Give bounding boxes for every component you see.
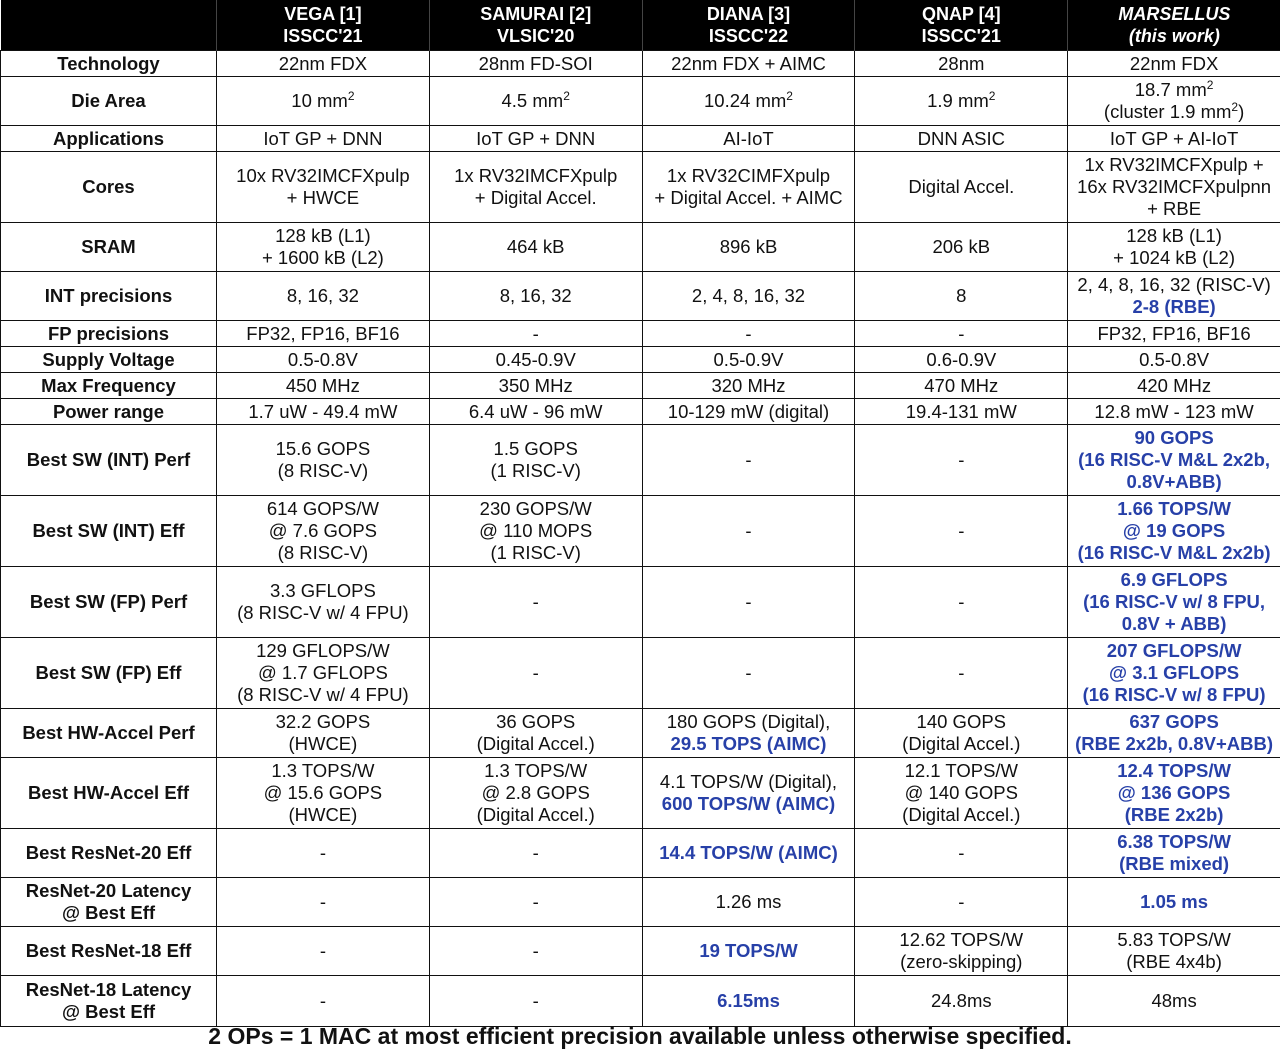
row-die-area	[1, 77, 1280, 126]
cell-diana: 2, 4, 8, 16, 32	[642, 272, 855, 321]
row-int-precisions	[1, 272, 1280, 321]
cell-qnap: -	[855, 638, 1068, 709]
cell-qnap: Digital Accel.	[855, 152, 1068, 223]
cell-marsellus: 12.8 mW - 123 mW	[1068, 399, 1280, 425]
cell-diana: 320 MHz	[642, 373, 855, 399]
row-cores	[1, 152, 1280, 223]
cell-diana: 14.4 TOPS/W (AIMC)	[642, 829, 855, 878]
row-label: Supply Voltage	[1, 347, 217, 373]
cell-marsellus: 1.66 TOPS/W @ 19 GOPS (16 RISC-V M&L 2x2b)	[1068, 496, 1280, 567]
cell-vega: 128 kB (L1) + 1600 kB (L2)	[217, 223, 430, 272]
row-label: Best SW (FP) Perf	[1, 567, 217, 638]
cell-vega: 614 GOPS/W @ 7.6 GOPS (8 RISC-V)	[217, 496, 430, 567]
cell-marsellus: 637 GOPS (RBE 2x2b, 0.8V+ABB)	[1068, 709, 1280, 758]
cell-samurai: 36 GOPS (Digital Accel.)	[429, 709, 642, 758]
cell-diana: 22nm FDX + AIMC	[642, 51, 855, 77]
row-label: FP precisions	[1, 321, 217, 347]
row-best-sw-fp-eff	[1, 638, 1280, 709]
cell-vega: 1.7 uW - 49.4 mW	[217, 399, 430, 425]
cell-vega: IoT GP + DNN	[217, 126, 430, 152]
cell-samurai: 1.5 GOPS (1 RISC-V)	[429, 425, 642, 496]
cell-vega: 32.2 GOPS (HWCE)	[217, 709, 430, 758]
cell-vega: -	[217, 976, 430, 1027]
cell-diana: -	[642, 321, 855, 347]
cell-qnap: -	[855, 496, 1068, 567]
cell-marsellus: 0.5-0.8V	[1068, 347, 1280, 373]
cell-marsellus: 128 kB (L1) + 1024 kB (L2)	[1068, 223, 1280, 272]
cell-marsellus: 48ms	[1068, 976, 1280, 1027]
row-label: Best HW-Accel Perf	[1, 709, 217, 758]
cell-qnap: 12.1 TOPS/W @ 140 GOPS (Digital Accel.)	[855, 758, 1068, 829]
cell-qnap: 28nm	[855, 51, 1068, 77]
cell-diana: -	[642, 567, 855, 638]
cell-diana: -	[642, 638, 855, 709]
cell-diana: 180 GOPS (Digital), 29.5 TOPS (AIMC)	[642, 709, 855, 758]
row-label: Best HW-Accel Eff	[1, 758, 217, 829]
row-label: Best ResNet-20 Eff	[1, 829, 217, 878]
row-best-hw-eff	[1, 758, 1280, 829]
cell-vega: -	[217, 829, 430, 878]
row-label: Die Area	[1, 77, 217, 126]
cell-qnap: 12.62 TOPS/W (zero-skipping)	[855, 927, 1068, 976]
cell-samurai: 6.4 uW - 96 mW	[429, 399, 642, 425]
cell-samurai: 4.5 $mm^2$	[429, 77, 642, 126]
cell-vega: 10x RV32IMCFXpulp + HWCE	[217, 152, 430, 223]
cell-qnap: 470 MHz	[855, 373, 1068, 399]
row-label: ResNet-18 Latency @ Best Eff	[1, 976, 217, 1027]
cell-samurai: 0.45-0.9V	[429, 347, 642, 373]
row-applications	[1, 126, 1280, 152]
row-supply-voltage	[1, 347, 1280, 373]
cell-qnap: -	[855, 878, 1068, 927]
cell-marsellus: 2, 4, 8, 16, 32 (RISC-V) 2-8 (RBE)	[1068, 272, 1280, 321]
cell-samurai: 464 kB	[429, 223, 642, 272]
footnote: 2 OPs = 1 MAC at most efficient precision available unless otherwise specified.	[208, 1023, 1072, 1049]
row-label: Applications	[1, 126, 217, 152]
cell-qnap: -	[855, 829, 1068, 878]
cell-qnap: -	[855, 321, 1068, 347]
row-sram	[1, 223, 1280, 272]
cell-vega: 22nm FDX	[217, 51, 430, 77]
cell-diana: 19 TOPS/W	[642, 927, 855, 976]
row-fp-precisions	[1, 321, 1280, 347]
cell-samurai: 1.3 TOPS/W @ 2.8 GOPS (Digital Accel.)	[429, 758, 642, 829]
cell-diana: 896 kB	[642, 223, 855, 272]
cell-marsellus: 420 MHz	[1068, 373, 1280, 399]
cell-marsellus: 90 GOPS (16 RISC-V M&L 2x2b, 0.8V+ABB)	[1068, 425, 1280, 496]
cell-samurai: -	[429, 829, 642, 878]
cell-marsellus: 18.7 $mm^2$ (cluster 1.9 $mm^2$)	[1068, 77, 1280, 126]
cell-samurai: -	[429, 321, 642, 347]
cell-diana: 1.26 ms	[642, 878, 855, 927]
cell-qnap: 1.9 $mm^2$	[855, 77, 1068, 126]
cell-qnap: 8	[855, 272, 1068, 321]
cell-vega: 1.3 TOPS/W @ 15.6 GOPS (HWCE)	[217, 758, 430, 829]
cell-samurai: 230 GOPS/W @ 110 MOPS (1 RISC-V)	[429, 496, 642, 567]
cell-diana: -	[642, 496, 855, 567]
row-best-sw-fp-perf	[1, 567, 1280, 638]
cell-samurai: -	[429, 567, 642, 638]
cell-qnap: 19.4-131 mW	[855, 399, 1068, 425]
cell-marsellus: 1x RV32IMCFXpulp + 16x RV32IMCFXpulpnn + RBE	[1068, 152, 1280, 223]
row-label: Best SW (INT) Perf	[1, 425, 217, 496]
cell-samurai: -	[429, 976, 642, 1027]
cell-qnap: 24.8ms	[855, 976, 1068, 1027]
cell-vega: -	[217, 878, 430, 927]
row-label: Best SW (INT) Eff	[1, 496, 217, 567]
cell-diana: AI-IoT	[642, 126, 855, 152]
cell-vega: -	[217, 927, 430, 976]
cell-samurai: 1x RV32IMCFXpulp + Digital Accel.	[429, 152, 642, 223]
row-label: Best SW (FP) Eff	[1, 638, 217, 709]
row-best-sw-int-eff	[1, 496, 1280, 567]
cell-diana: -	[642, 425, 855, 496]
row-power-range	[1, 399, 1280, 425]
row-label: Max Frequency	[1, 373, 217, 399]
cell-qnap: 0.6-0.9V	[855, 347, 1068, 373]
cell-diana: 10.24 $mm^2$	[642, 77, 855, 126]
cell-marsellus: FP32, FP16, BF16	[1068, 321, 1280, 347]
row-label: Technology	[1, 51, 217, 77]
cell-qnap: DNN ASIC	[855, 126, 1068, 152]
cell-marsellus: IoT GP + AI-IoT	[1068, 126, 1280, 152]
header-marsellus: MARSELLUS (this work)	[1068, 0, 1280, 51]
cell-samurai: -	[429, 878, 642, 927]
cell-samurai: 28nm FD-SOI	[429, 51, 642, 77]
cell-marsellus: 1.05 ms	[1068, 878, 1280, 927]
cell-samurai: 8, 16, 32	[429, 272, 642, 321]
row-label: Best ResNet-18 Eff	[1, 927, 217, 976]
row-label: Cores	[1, 152, 217, 223]
cell-samurai: IoT GP + DNN	[429, 126, 642, 152]
cell-marsellus: 12.4 TOPS/W @ 136 GOPS (RBE 2x2b)	[1068, 758, 1280, 829]
cell-diana: 6.15ms	[642, 976, 855, 1027]
cell-marsellus: 5.83 TOPS/W (RBE 4x4b)	[1068, 927, 1280, 976]
cell-diana: 10-129 mW (digital)	[642, 399, 855, 425]
header-row	[1, 0, 1280, 51]
row-label: SRAM	[1, 223, 217, 272]
row-best-resnet18-eff	[1, 927, 1280, 976]
cell-marsellus: 22nm FDX	[1068, 51, 1280, 77]
header-diana: DIANA [3] ISSCC'22	[642, 0, 855, 51]
row-best-hw-perf	[1, 709, 1280, 758]
cell-marsellus: 6.38 TOPS/W (RBE mixed)	[1068, 829, 1280, 878]
cell-qnap: -	[855, 567, 1068, 638]
cell-diana: 4.1 TOPS/W (Digital), 600 TOPS/W (AIMC)	[642, 758, 855, 829]
cell-samurai: 350 MHz	[429, 373, 642, 399]
row-label: Power range	[1, 399, 217, 425]
row-label: INT precisions	[1, 272, 217, 321]
header-qnap: QNAP [4] ISSCC'21	[855, 0, 1068, 51]
cell-vega: 129 GFLOPS/W @ 1.7 GFLOPS (8 RISC-V w/ 4 FPU)	[217, 638, 430, 709]
cell-marsellus: 6.9 GFLOPS (16 RISC-V w/ 8 FPU, 0.8V + ABB)	[1068, 567, 1280, 638]
cell-diana: 0.5-0.9V	[642, 347, 855, 373]
cell-samurai: -	[429, 927, 642, 976]
header-samurai: SAMURAI [2] VLSIC'20	[429, 0, 642, 51]
cell-vega: 8, 16, 32	[217, 272, 430, 321]
row-max-frequency	[1, 373, 1280, 399]
cell-vega: FP32, FP16, BF16	[217, 321, 430, 347]
cell-vega: 3.3 GFLOPS (8 RISC-V w/ 4 FPU)	[217, 567, 430, 638]
cell-vega: 0.5-0.8V	[217, 347, 430, 373]
cell-qnap: 140 GOPS (Digital Accel.)	[855, 709, 1068, 758]
row-label: ResNet-20 Latency @ Best Eff	[1, 878, 217, 927]
row-resnet20-latency	[1, 878, 1280, 927]
row-technology	[1, 51, 1280, 77]
cell-samurai: -	[429, 638, 642, 709]
cell-diana: 1x RV32CIMFXpulp + Digital Accel. + AIMC	[642, 152, 855, 223]
header-corner	[1, 0, 217, 51]
cell-marsellus: 207 GFLOPS/W @ 3.1 GFLOPS (16 RISC-V w/ 8 FPU)	[1068, 638, 1280, 709]
cell-vega: 10 $mm^2$	[217, 77, 430, 126]
row-best-resnet20-eff	[1, 829, 1280, 878]
cell-vega: 450 MHz	[217, 373, 430, 399]
header-vega: VEGA [1] ISSCC'21	[217, 0, 430, 51]
cell-qnap: -	[855, 425, 1068, 496]
cell-qnap: 206 kB	[855, 223, 1068, 272]
row-best-sw-int-perf	[1, 425, 1280, 496]
cell-vega: 15.6 GOPS (8 RISC-V)	[217, 425, 430, 496]
